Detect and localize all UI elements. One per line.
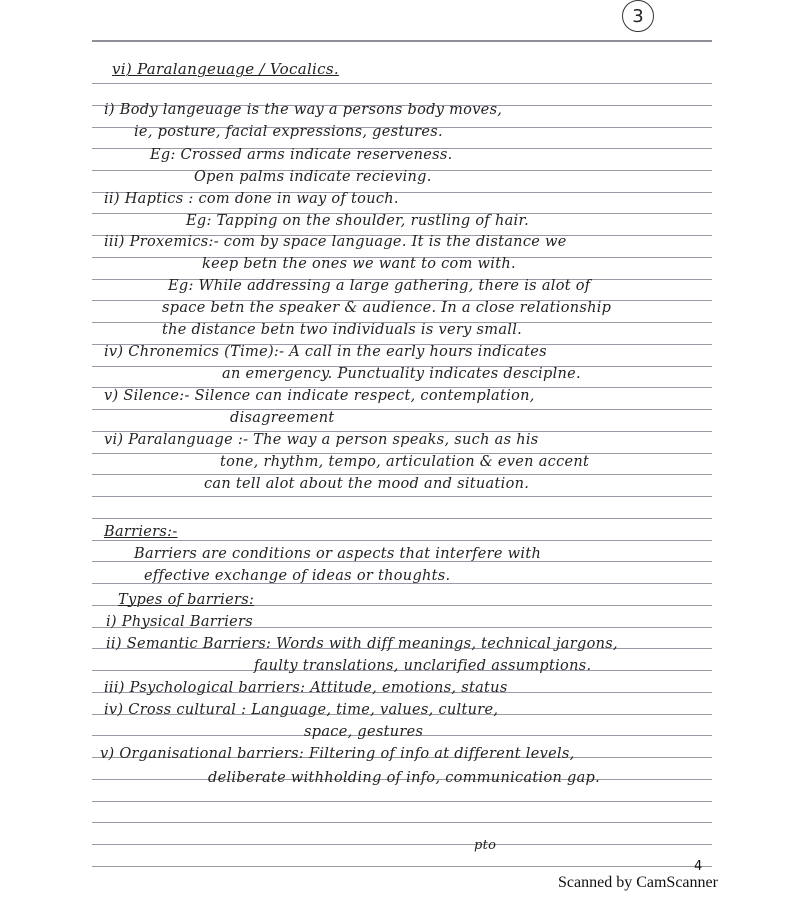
note-line: v) Organisational barriers: Filtering of info at different levels, (100, 746, 575, 762)
scan-page-number: 4 (694, 859, 703, 874)
note-line: ii) Semantic Barriers: Words with diff meanings, technical jargons, (106, 636, 618, 652)
note-line: faulty translations, unclarified assumptions. (254, 658, 592, 674)
note-line: deliberate withholding of info, communication gap. (208, 770, 601, 786)
note-line: i) Body langeuage is the way a persons body moves, (104, 102, 503, 118)
ruled-line (92, 844, 712, 845)
note-line: an emergency. Punctuality indicates desciplne. (222, 366, 581, 382)
note-line: can tell alot about the mood and situation. (204, 476, 530, 492)
note-line: the distance betn two individuals is very small. (162, 322, 523, 338)
note-line: ie, posture, facial expressions, gestures. (134, 124, 443, 140)
note-line: ii) Haptics : com done in way of touch. (104, 191, 399, 207)
note-line: tone, rhythm, tempo, articulation & even accent (220, 454, 590, 470)
ruled-line (92, 518, 712, 519)
note-line: Barriers are conditions or aspects that interfere with (134, 546, 542, 562)
camscanner-watermark: Scanned by CamScanner (558, 874, 718, 891)
note-line: vi) Paralanguage :- The way a person speaks, such as his (104, 432, 539, 448)
note-line: i) Physical Barriers (106, 614, 254, 630)
note-line: iii) Proxemics:- com by space language. It is the distance we (104, 234, 567, 250)
note-line: v) Silence:- Silence can indicate respect, contemplation, (104, 388, 535, 404)
ruled-line (92, 83, 712, 84)
note-line: iii) Psychological barriers: Attitude, emotions, status (104, 680, 508, 696)
ruled-line (92, 540, 712, 541)
ruled-line (92, 409, 712, 410)
note-line: keep betn the ones we want to com with. (202, 256, 516, 272)
barriers-heading: Barriers:- (104, 524, 178, 540)
note-line: effective exchange of ideas or thoughts. (144, 568, 451, 584)
note-line: Eg: Tapping on the shoulder, rustling of hair. (186, 213, 530, 229)
note-line: disagreement (230, 410, 335, 426)
types-heading: Types of barriers: (118, 592, 255, 608)
top-margin-line (92, 40, 712, 42)
pto-note: pto (474, 838, 497, 853)
note-line: Open palms indicate recieving. (194, 169, 432, 185)
ruled-line (92, 496, 712, 497)
note-line: Eg: While addressing a large gathering, there is alot of (168, 278, 591, 294)
ruled-line (92, 474, 712, 475)
ruled-line (92, 801, 712, 802)
note-line: iv) Cross cultural : Language, time, values, culture, (104, 702, 499, 718)
section-heading: vi) Paralangeuage / Vocalics. (112, 60, 339, 78)
ruled-line (92, 822, 712, 823)
note-line: Eg: Crossed arms indicate reserveness. (150, 147, 453, 163)
page-number-circle: 3 (622, 0, 654, 32)
note-line: iv) Chronemics (Time):- A call in the early hours indicates (104, 344, 547, 360)
ruled-line (92, 866, 712, 867)
note-line: space betn the speaker & audience. In a close relationship (162, 300, 612, 316)
note-line: space, gestures (304, 724, 424, 740)
